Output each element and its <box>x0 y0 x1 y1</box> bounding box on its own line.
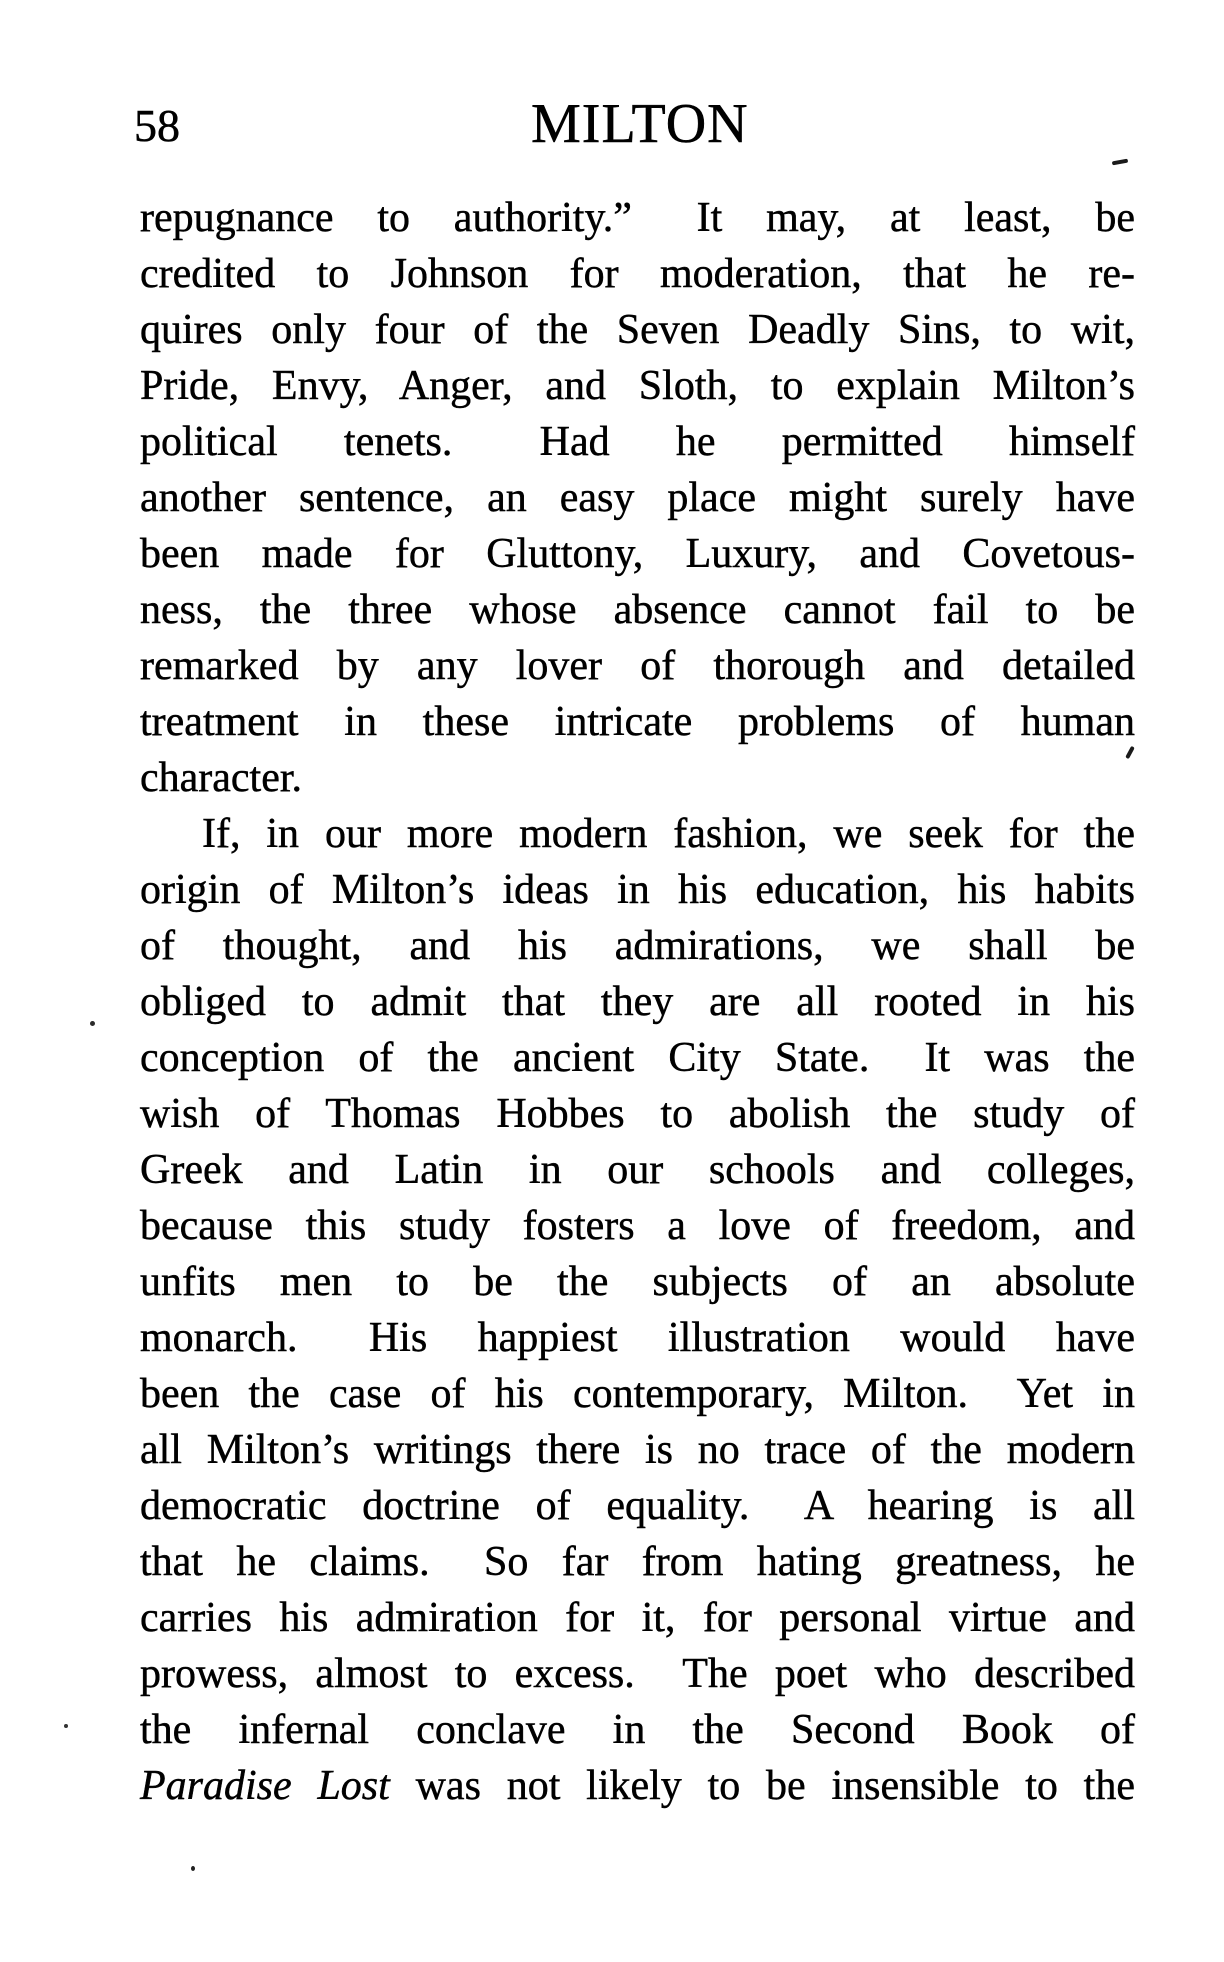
text-line: origin of Milton’s ideas in his education, his habits <box>140 867 1135 913</box>
text-line: obliged to admit that they are all rooted in his <box>140 979 1135 1025</box>
text-line: Pride, Envy, Anger, and Sloth, to explain Milton’s <box>140 363 1135 409</box>
text-line: another sentence, an easy place might surely have <box>140 475 1135 521</box>
text-line: quires only four of the Seven Deadly Sins, to wit, <box>140 307 1135 353</box>
page-number: 58 <box>134 100 180 151</box>
text-line: because this study fosters a love of freedom, and <box>140 1203 1135 1249</box>
scan-speck <box>191 1866 195 1871</box>
text-line: monarch. His happiest illustration would have <box>140 1315 1135 1361</box>
text-line-with-italic <box>140 1758 1135 1814</box>
text-line: all Milton’s writings there is no trace of the modern <box>140 1427 1135 1473</box>
scan-speck <box>90 1021 95 1026</box>
text-line-paragraph-start: If, in our more modern fashion, we seek for the <box>202 811 1135 857</box>
running-head-title: MILTON <box>531 93 749 155</box>
text-line-paragraph-end: character. <box>140 755 303 801</box>
text-line: prowess, almost to excess. The poet who described <box>140 1651 1135 1697</box>
text-line: democratic doctrine of equality. A hearing is all <box>140 1483 1135 1529</box>
text-line: unfits men to be the subjects of an absolute <box>140 1259 1135 1305</box>
text-line: credited to Johnson for moderation, that he re- <box>140 251 1135 297</box>
scan-speck <box>64 1724 68 1728</box>
body-text <box>140 190 1135 1814</box>
text-line: remarked by any lover of thorough and detailed <box>140 643 1135 689</box>
book-title-italic: Paradise Lost <box>140 1763 390 1809</box>
text-line: been the case of his contemporary, Milton. Yet in <box>140 1371 1135 1417</box>
text-line: Greek and Latin in our schools and colleges, <box>140 1147 1135 1193</box>
text-line: ness, the three whose absence cannot fail to be <box>140 587 1135 633</box>
scan-speck <box>1112 159 1128 166</box>
text-line: conception of the ancient City State. It was the <box>140 1035 1135 1081</box>
text-line: that he claims. So far from hating greatness, he <box>140 1539 1135 1585</box>
text-line: the infernal conclave in the Second Book of <box>140 1707 1135 1753</box>
text-line: treatment in these intricate problems of human <box>140 699 1135 745</box>
text-line: repugnance to authority.” It may, at least, be <box>140 195 1135 241</box>
text-line: carries his admiration for it, for personal virtue and <box>140 1595 1135 1641</box>
text-line: wish of Thomas Hobbes to abolish the study of <box>140 1091 1135 1137</box>
text-segment: was not likely to be insensible to the <box>389 1763 1135 1809</box>
text-line: of thought, and his admirations, we shall be <box>140 923 1135 969</box>
text-line: political tenets. Had he permitted himself <box>140 419 1135 465</box>
text-line: been made for Gluttony, Luxury, and Covetous- <box>140 531 1135 577</box>
